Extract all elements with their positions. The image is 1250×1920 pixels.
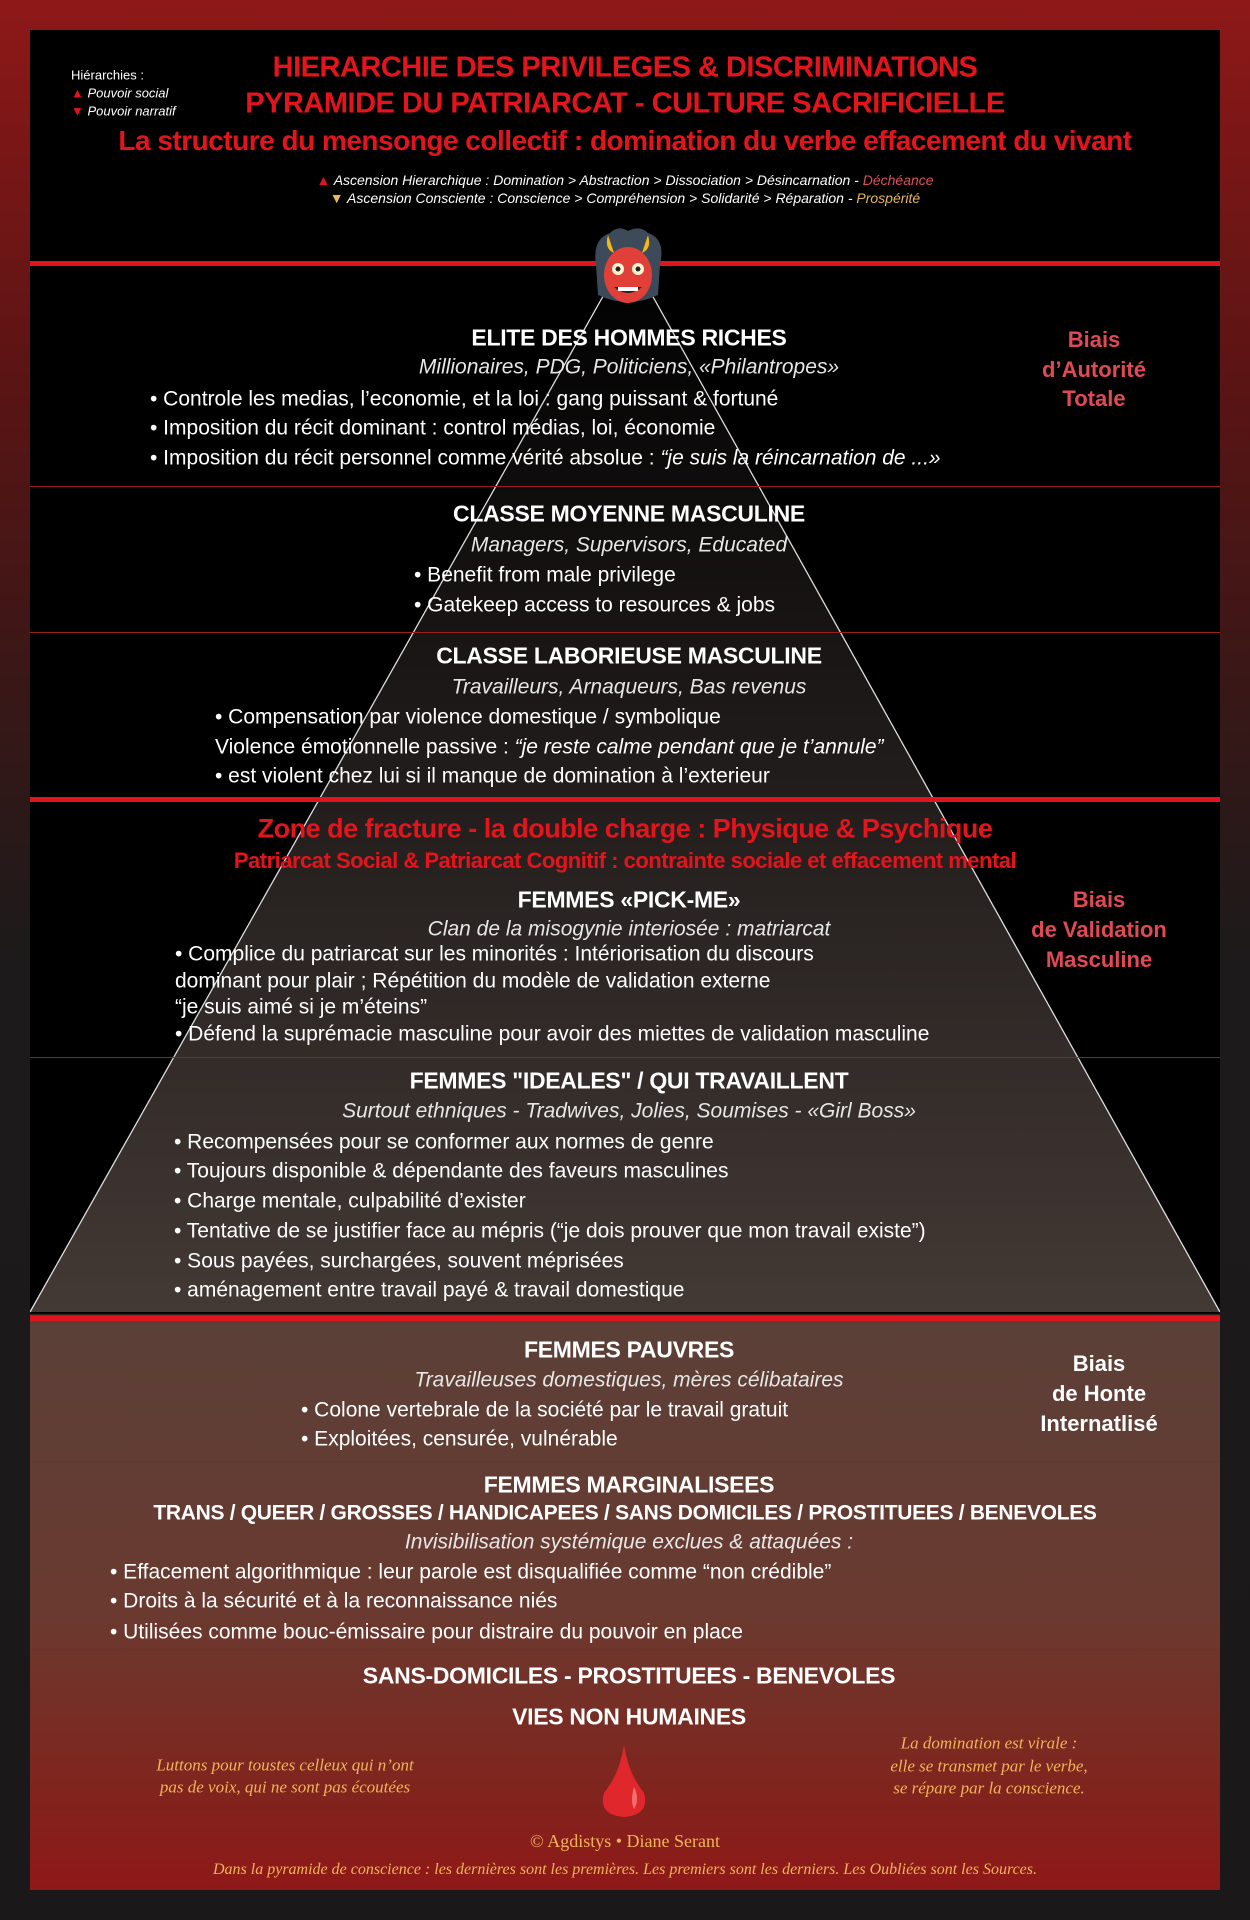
bottom-line-1: SANS-DOMICILES - PROSTITUEES - BENEVOLES — [362, 1662, 896, 1689]
tier-moyenne-subtitle: Managers, Supervisors, Educated — [470, 533, 788, 557]
bias-label: de Validation — [1031, 917, 1167, 942]
demon-mask-icon — [588, 225, 668, 309]
divider — [30, 1316, 1220, 1321]
quote: “je reste calme pendant que je t’annule” — [514, 735, 884, 759]
tier-marginalisees-bullet: • Utilisées comme bouc-émissaire pour distraire du pouvoir en place — [110, 1620, 743, 1644]
footer-quote: Dans la pyramide de conscience : les dernières sont les premières. Les premiers sont les derniers. Les Oubliées sont les Sources. — [212, 1861, 1037, 1878]
bias-label: Biais — [1067, 327, 1121, 352]
main-title: HIERARCHIE DES PRIVILEGES & DISCRIMINATIONS — [272, 51, 978, 84]
tier-laborieuse-line — [215, 737, 884, 758]
tier-elite-bullet: • Imposition du récit dominant : control médias, loi, économie — [150, 416, 716, 440]
triangle-down-icon: ▼ — [71, 103, 84, 119]
tier-laborieuse-title: CLASSE LABORIEUSE MASCULINE — [436, 642, 822, 669]
tier-elite-bullet — [150, 448, 941, 469]
bullet-text: Violence émotionnelle passive : — [215, 735, 515, 759]
tier-ideales-title: FEMMES "IDEALES" / QUI TRAVAILLENT — [409, 1067, 849, 1094]
ascension-consciente — [30, 191, 1220, 205]
tier-ideales-bullet: • aménagement entre travail payé & travail domestique — [174, 1278, 685, 1302]
tier-marginalisees-subtitle: Invisibilisation systémique exclues & attaquées : — [404, 1530, 854, 1554]
bias-label: Biais — [1072, 1351, 1126, 1376]
divider — [30, 1461, 1220, 1462]
legend-label: Pouvoir social — [87, 85, 169, 101]
main-title-2: PYRAMIDE DU PATRIARCAT - CULTURE SACRIFICIELLE — [245, 87, 1005, 120]
tier-pickme-subtitle: Clan de la misogynie interiosée : matriarcat — [427, 917, 831, 941]
triangle-up-icon: ▲ — [71, 85, 84, 101]
fracture-zone-subtitle: Patriarcat Social & Patriarcat Cognitif : contrainte sociale et effacement mental — [233, 848, 1017, 873]
tier-elite-subtitle: Millionaires, PDG, Politiciens, «Philantropes» — [418, 355, 840, 379]
right-quote: La domination est virale : — [900, 1733, 1078, 1753]
ascension-end: Déchéance — [862, 172, 934, 188]
tier-ideales-bullet: • Recompensées pour se conformer aux normes de genre — [174, 1130, 714, 1154]
legend-title: Hiérarchies : — [71, 67, 144, 83]
tier-pickme-title: FEMMES «PICK-ME» — [517, 886, 741, 913]
tier-moyenne-bullet: • Benefit from male privilege — [414, 563, 676, 587]
left-quote: pas de voix, qui ne sont pas écoutées — [159, 1777, 411, 1797]
tier-pickme-line: • Défend la suprémacie masculine pour avoir des miettes de validation masculine — [175, 1022, 930, 1046]
tier-pickme-line: • Complice du patriarcat sur les minorités : Intériorisation du discours — [175, 942, 814, 966]
right-quote: se répare par la conscience. — [893, 1778, 1085, 1798]
divider — [30, 632, 1220, 633]
bottom-line-2: VIES NON HUMAINES — [512, 1703, 746, 1730]
tier-ideales-bullet: • Toujours disponible & dépendante des faveurs masculines — [174, 1159, 729, 1183]
tier-laborieuse-bullet: • est violent chez lui si il manque de domination à l’exterieur — [215, 764, 770, 788]
tier-marginalisees-title: FEMMES MARGINALISEES — [483, 1471, 775, 1498]
blood-drop-icon — [598, 1743, 650, 1819]
tier-pauvres-bullet: • Colone vertebrale de la société par le travail gratuit — [301, 1398, 789, 1422]
divider — [30, 1057, 1220, 1058]
fracture-zone-title: Zone de fracture - la double charge : Physique & Psychique — [257, 813, 993, 844]
tier-marginalisees-bullet: • Effacement algorithmique : leur parole est disqualifiée comme “non crédible” — [110, 1560, 832, 1584]
tier-marginalisees-groups: TRANS / QUEER / GROSSES / HANDICAPEES / SANS DOMICILES / PROSTITUEES / BENEVOLES — [153, 1501, 1097, 1525]
tier-marginalisees-bullet: • Droits à la sécurité et à la reconnaissance niés — [110, 1589, 558, 1613]
tier-pauvres-title: FEMMES PAUVRES — [523, 1336, 735, 1363]
tier-laborieuse-bullet: • Compensation par violence domestique / symbolique — [215, 705, 721, 729]
bullet-text: • Imposition du récit personnel comme vérité absolue : — [150, 446, 661, 470]
divider — [30, 797, 1220, 802]
tier-ideales-bullet: • Charge mentale, culpabilité d’exister — [174, 1189, 526, 1213]
ascension-hierarchique — [30, 173, 1220, 187]
bias-label: de Honte — [1051, 1381, 1147, 1406]
tier-ideales-bullet: • Tentative de se justifier face au mépris (“je dois prouver que mon travail existe”) — [174, 1219, 926, 1243]
tier-pickme-line: dominant pour plair ; Répétition du modèle de validation externe — [175, 969, 771, 993]
tier-ideales-subtitle: Surtout ethniques - Tradwives, Jolies, Soumises - «Girl Boss» — [342, 1099, 916, 1123]
triangle-up-icon: ▲ — [316, 172, 331, 188]
quote: “je suis la réincarnation de ...» — [660, 446, 941, 470]
copyright: © Agdistys • Diane Serant — [530, 1831, 720, 1851]
tier-pauvres-subtitle: Travailleuses domestiques, mères célibataires — [414, 1368, 844, 1392]
bias-label: Internatlisé — [1040, 1411, 1158, 1436]
main-subtitle: La structure du mensonge collectif : domination du verbe effacement du vivant — [118, 125, 1132, 156]
tier-elite-title: ELITE DES HOMMES RICHES — [471, 324, 787, 351]
right-quote: elle se transmet par le verbe, — [890, 1756, 1088, 1776]
tier-moyenne-bullet: • Gatekeep access to resources & jobs — [414, 593, 776, 617]
bias-label: Masculine — [1045, 947, 1153, 972]
bias-label: d’Autorité — [1042, 357, 1146, 382]
tier-pickme-line: “je suis aimé si je m’éteins” — [175, 995, 428, 1019]
triangle-down-icon: ▼ — [329, 190, 344, 206]
tier-pauvres-bullet: • Exploitées, censurée, vulnérable — [301, 1427, 618, 1451]
ascension-end: Prospérité — [856, 190, 921, 206]
divider — [30, 1649, 1220, 1650]
tier-moyenne-title: CLASSE MOYENNE MASCULINE — [453, 500, 805, 527]
infographic-panel — [30, 30, 1220, 1890]
tier-elite-bullet: • Controle les medias, l’economie, et la loi : gang puissant & fortuné — [150, 387, 779, 411]
tier-laborieuse-subtitle: Travailleurs, Arnaqueurs, Bas revenus — [451, 675, 807, 699]
divider — [30, 486, 1220, 487]
ascension-text: Ascension Hierarchique : Domination > Abstraction > Dissociation > Désincarnation - — [333, 172, 863, 188]
bias-label: Biais — [1072, 887, 1126, 912]
bias-label: Totale — [1062, 386, 1126, 411]
left-quote: Luttons pour toustes celleux qui n’ont — [156, 1755, 414, 1775]
legend-label: Pouvoir narratif — [87, 103, 176, 119]
tier-ideales-bullet: • Sous payées, surchargées, souvent méprisées — [174, 1249, 624, 1273]
ascension-text: Ascension Consciente : Conscience > Compréhension > Solidarité > Réparation - — [347, 190, 857, 206]
